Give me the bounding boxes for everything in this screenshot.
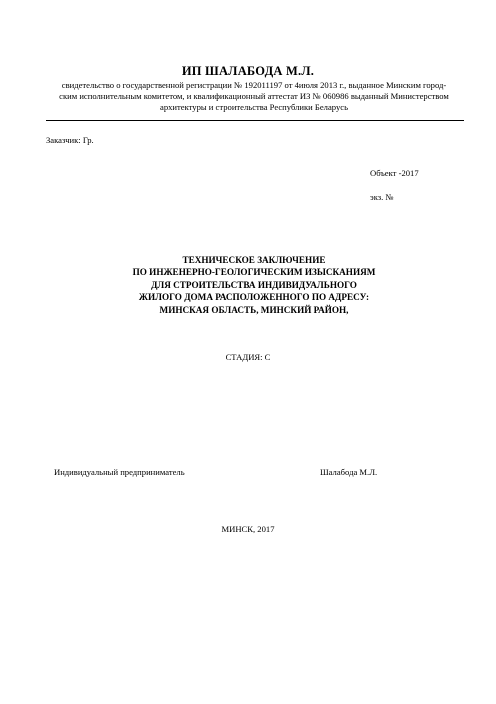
- report-title-line: МИНСКАЯ ОБЛАСТЬ, МИНСКИЙ РАЙОН,: [159, 304, 349, 315]
- report-title-line: ЖИЛОГО ДОМА РАСПОЛОЖЕННОГО ПО АДРЕСУ:: [138, 292, 370, 303]
- certificate-info: [46, 80, 462, 113]
- copy-number: экз. №: [370, 192, 394, 202]
- object-number: Объект -2017: [370, 168, 419, 178]
- report-title-line: ДЛЯ СТРОИТЕЛЬСТВА ИНДИВИДУАЛЬНОГО: [151, 279, 357, 290]
- company-title: ИП ШАЛАБОДА М.Л.: [181, 64, 315, 78]
- certificate-line: ским исполнительным комитетом, и квалификационный аттестат ИЗ № 060986 выданный Министерством: [59, 91, 449, 101]
- design-stage: СТАДИЯ: С: [225, 352, 271, 362]
- certificate-line: свидетельство о государственной регистрации № 192011197 от 4июля 2013 г., выданное Минским город-: [61, 80, 447, 90]
- signatory-name: Шалабода М.Л.: [320, 467, 378, 477]
- certificate-line: архитектуры и строительства Республики Беларусь: [160, 102, 348, 112]
- city-year: МИНСК, 2017: [221, 524, 275, 534]
- report-title-line: ПО ИНЖЕНЕРНО-ГЕОЛОГИЧЕСКИМ ИЗЫСКАНИЯМ: [132, 267, 376, 278]
- report-title: [46, 254, 462, 316]
- signatory-role: Индивидуальный предприниматель: [54, 467, 185, 477]
- report-title-line: ТЕХНИЧЕСКОЕ ЗАКЛЮЧЕНИЕ: [182, 255, 326, 265]
- customer-label: Заказчик: Гр.: [46, 135, 94, 145]
- header-divider: [46, 120, 464, 121]
